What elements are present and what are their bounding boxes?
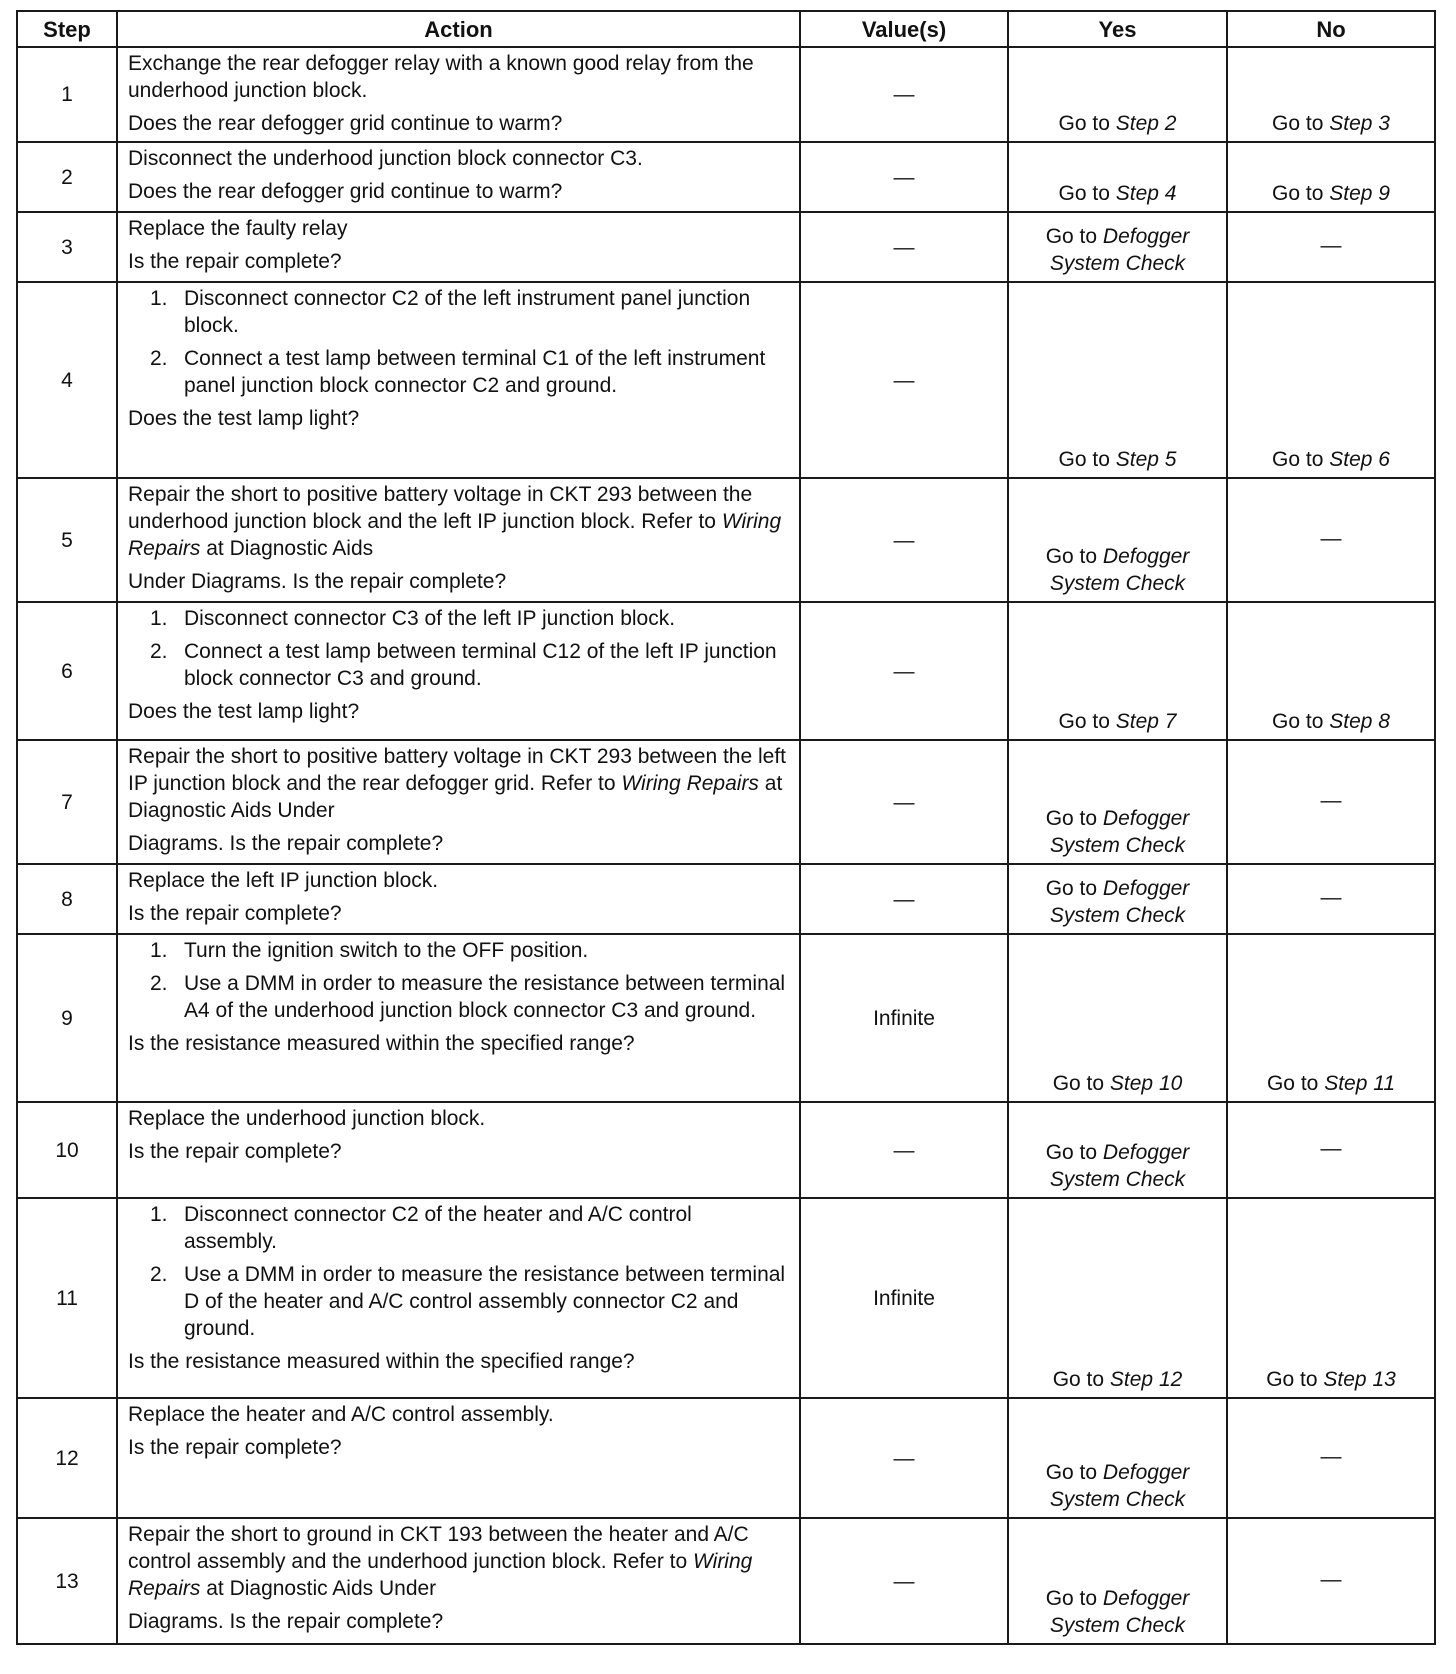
action-question: Does the rear defogger grid continue to warm? (128, 112, 563, 135)
table-row (17, 602, 1435, 740)
step-number: 9 (17, 934, 117, 1102)
value-cell: Infinite (800, 934, 1008, 1102)
yes-prefix: Go to (1045, 225, 1098, 248)
substep-number: 1. (150, 287, 168, 310)
no-cell: — (1227, 1102, 1435, 1198)
no-ref: Step 9 (1329, 182, 1390, 205)
yes-cell (1008, 602, 1227, 740)
action-text: Replace the faulty relay (128, 217, 348, 240)
no-cell (1227, 1198, 1435, 1398)
diagnostic-table (16, 10, 1436, 1645)
yes-prefix: Go to (1045, 877, 1098, 900)
no-prefix: Go to (1272, 112, 1324, 135)
table-row (17, 212, 1435, 282)
no-cell (1227, 47, 1435, 142)
action-cell (117, 142, 800, 212)
yes-prefix: Go to (1058, 448, 1110, 471)
yes-prefix: Go to (1045, 1461, 1098, 1484)
substep-text: Turn the ignition switch to the OFF position. (184, 939, 589, 962)
step-number: 6 (17, 602, 117, 740)
substep-text: Disconnect connector C3 of the left IP junction block. (184, 607, 676, 630)
action-question: Under Diagrams. Is the repair complete? (128, 570, 507, 593)
action-cell (117, 478, 800, 602)
value-cell: — (800, 142, 1008, 212)
header-row (17, 11, 1435, 47)
yes-ref: Step 4 (1115, 182, 1177, 205)
step-number: 2 (17, 142, 117, 212)
yes-ref: Defogger System Check (1049, 1587, 1190, 1637)
yes-ref: Defogger System Check (1049, 1461, 1190, 1511)
yes-cell (1008, 1198, 1227, 1398)
yes-prefix: Go to (1045, 807, 1098, 830)
action-question: Is the repair complete? (128, 1436, 342, 1459)
table-row (17, 142, 1435, 212)
no-cell (1227, 602, 1435, 740)
header-no: No (1227, 11, 1435, 47)
value-cell: — (800, 212, 1008, 282)
substep (150, 1261, 789, 1342)
yes-prefix: Go to (1058, 182, 1110, 205)
substep-number: 1. (150, 939, 168, 962)
substep-number: 1. (150, 607, 168, 630)
yes-cell (1008, 934, 1227, 1102)
table-row (17, 1198, 1435, 1398)
value-cell: — (800, 864, 1008, 934)
action-question: Is the repair complete? (128, 1140, 342, 1163)
action-question: Is the repair complete? (128, 902, 342, 925)
action-question: Does the rear defogger grid continue to warm? (128, 180, 563, 203)
table-row (17, 1398, 1435, 1518)
value-cell: — (800, 47, 1008, 142)
step-number: 4 (17, 282, 117, 478)
yes-cell (1008, 212, 1227, 282)
substep (150, 605, 789, 632)
yes-cell (1008, 864, 1227, 934)
yes-cell (1008, 142, 1227, 212)
value-cell: — (800, 478, 1008, 602)
no-cell (1227, 934, 1435, 1102)
header-step: Step (17, 11, 117, 47)
yes-prefix: Go to (1052, 1072, 1105, 1095)
no-ref: Step 3 (1329, 112, 1390, 135)
action-cell (117, 740, 800, 864)
no-cell: — (1227, 1398, 1435, 1518)
yes-ref: Defogger System Check (1049, 545, 1190, 595)
yes-prefix: Go to (1058, 112, 1110, 135)
yes-cell (1008, 1398, 1227, 1518)
yes-ref: Step 5 (1115, 448, 1177, 471)
action-text: Repair the short to ground in CKT 193 between the heater and A/C control assembly and the underhood junction block. Refer to (128, 1523, 749, 1573)
no-cell (1227, 142, 1435, 212)
step-number: 11 (17, 1198, 117, 1398)
action-question: Is the resistance measured within the specified range? (128, 1350, 635, 1373)
yes-ref: Step 2 (1115, 112, 1177, 135)
yes-cell (1008, 47, 1227, 142)
substep-text: Connect a test lamp between terminal C1 of the left instrument panel junction block connector C2 and ground. (184, 347, 766, 397)
table-row (17, 1518, 1435, 1644)
yes-prefix: Go to (1045, 545, 1098, 568)
no-prefix: Go to (1266, 1368, 1318, 1391)
yes-cell (1008, 282, 1227, 478)
action-text: Exchange the rear defogger relay with a known good relay from the underhood junction block. (128, 52, 754, 102)
substep-list (128, 605, 789, 692)
no-cell: — (1227, 1518, 1435, 1644)
value-cell: Infinite (800, 1198, 1008, 1398)
header-values: Value(s) (800, 11, 1008, 47)
header-action: Action (117, 11, 800, 47)
action-text: Replace the heater and A/C control assembly. (128, 1403, 554, 1426)
substep-number: 2. (150, 640, 168, 663)
action-text: Repair the short to positive battery voltage in CKT 293 between the left IP junction block and the rear defogger grid. Refer to (128, 745, 786, 795)
no-ref: Step 11 (1324, 1072, 1396, 1095)
yes-cell (1008, 478, 1227, 602)
no-prefix: Go to (1272, 710, 1324, 733)
action-cell (117, 47, 800, 142)
table-row (17, 740, 1435, 864)
step-number: 13 (17, 1518, 117, 1644)
no-cell: — (1227, 478, 1435, 602)
step-number: 7 (17, 740, 117, 864)
yes-cell (1008, 1518, 1227, 1644)
yes-ref: Step 12 (1109, 1368, 1183, 1391)
value-cell: — (800, 740, 1008, 864)
substep-text: Disconnect connector C2 of the left instrument panel junction block. (184, 287, 751, 337)
yes-ref: Defogger System Check (1049, 225, 1190, 275)
action-tail: at Diagnostic Aids (206, 537, 374, 560)
table-row (17, 478, 1435, 602)
action-cell (117, 282, 800, 478)
yes-prefix: Go to (1058, 710, 1110, 733)
action-ref: Wiring Repairs (621, 772, 759, 795)
action-question: Diagrams. Is the repair complete? (128, 832, 444, 855)
value-cell: — (800, 1518, 1008, 1644)
step-number: 3 (17, 212, 117, 282)
no-cell: — (1227, 740, 1435, 864)
substep (150, 970, 789, 1024)
action-ref: Wiring Repairs (128, 1550, 753, 1600)
no-ref: Step 8 (1329, 710, 1390, 733)
step-number: 10 (17, 1102, 117, 1198)
action-question: Diagrams. Is the repair complete? (128, 1610, 444, 1633)
action-cell (117, 1518, 800, 1644)
table-body (17, 47, 1435, 1644)
substep (150, 1201, 789, 1255)
substep-list (128, 285, 789, 399)
action-text: Disconnect the underhood junction block connector C3. (128, 147, 643, 170)
substep (150, 345, 789, 399)
substep-text: Use a DMM in order to measure the resistance between terminal A4 of the underhood junction block connector C3 and ground. (184, 972, 786, 1022)
yes-ref: Defogger System Check (1049, 1141, 1190, 1191)
yes-cell (1008, 1102, 1227, 1198)
yes-prefix: Go to (1052, 1368, 1105, 1391)
action-question: Is the resistance measured within the specified range? (128, 1032, 635, 1055)
substep-number: 2. (150, 972, 168, 995)
no-cell (1227, 282, 1435, 478)
yes-cell (1008, 740, 1227, 864)
action-cell (117, 602, 800, 740)
no-ref: Step 13 (1323, 1368, 1396, 1391)
action-tail: at Diagnostic Aids Under (128, 772, 783, 822)
yes-ref: Step 7 (1115, 710, 1177, 733)
substep (150, 285, 789, 339)
yes-ref: Defogger System Check (1049, 877, 1190, 927)
action-cell (117, 1398, 800, 1518)
step-number: 1 (17, 47, 117, 142)
value-cell: — (800, 602, 1008, 740)
value-cell: — (800, 1102, 1008, 1198)
substep-number: 1. (150, 1203, 168, 1226)
substep-number: 2. (150, 1263, 168, 1286)
yes-ref: Defogger System Check (1049, 807, 1190, 857)
no-prefix: Go to (1266, 1072, 1319, 1095)
substep-text: Disconnect connector C2 of the heater and A/C control assembly. (184, 1203, 692, 1253)
action-text: Replace the underhood junction block. (128, 1107, 486, 1130)
step-number: 8 (17, 864, 117, 934)
table-row (17, 47, 1435, 142)
substep-text: Connect a test lamp between terminal C12 of the left IP junction block connector C3 and ground. (184, 640, 777, 690)
action-question: Is the repair complete? (128, 250, 342, 273)
substep (150, 937, 789, 964)
action-text: Repair the short to positive battery voltage in CKT 293 between the underhood junction block and the left IP junction block. Refer to (128, 483, 753, 533)
value-cell: — (800, 1398, 1008, 1518)
action-question: Does the test lamp light? (128, 407, 360, 430)
action-ref: Wiring Repairs (128, 510, 782, 560)
no-prefix: Go to (1272, 448, 1324, 471)
substep-number: 2. (150, 347, 168, 370)
header-yes: Yes (1008, 11, 1227, 47)
table-row (17, 282, 1435, 478)
action-cell (117, 212, 800, 282)
action-text: Replace the left IP junction block. (128, 869, 439, 892)
substep (150, 638, 789, 692)
substep-list (128, 937, 789, 1024)
action-cell (117, 934, 800, 1102)
table-row (17, 864, 1435, 934)
substep-list (128, 1201, 789, 1342)
substep-text: Use a DMM in order to measure the resistance between terminal D of the heater and A/C control assembly connector C2 and ground. (184, 1263, 786, 1340)
no-ref: Step 6 (1329, 448, 1390, 471)
action-tail: at Diagnostic Aids Under (206, 1577, 437, 1600)
step-number: 12 (17, 1398, 117, 1518)
action-cell (117, 1198, 800, 1398)
no-prefix: Go to (1272, 182, 1324, 205)
no-cell: — (1227, 212, 1435, 282)
yes-prefix: Go to (1045, 1587, 1098, 1610)
no-cell: — (1227, 864, 1435, 934)
action-question: Does the test lamp light? (128, 700, 360, 723)
table-row (17, 1102, 1435, 1198)
action-cell (117, 1102, 800, 1198)
action-cell (117, 864, 800, 934)
step-number: 5 (17, 478, 117, 602)
table-row (17, 934, 1435, 1102)
yes-prefix: Go to (1045, 1141, 1098, 1164)
yes-ref: Step 10 (1109, 1072, 1183, 1095)
value-cell: — (800, 282, 1008, 478)
